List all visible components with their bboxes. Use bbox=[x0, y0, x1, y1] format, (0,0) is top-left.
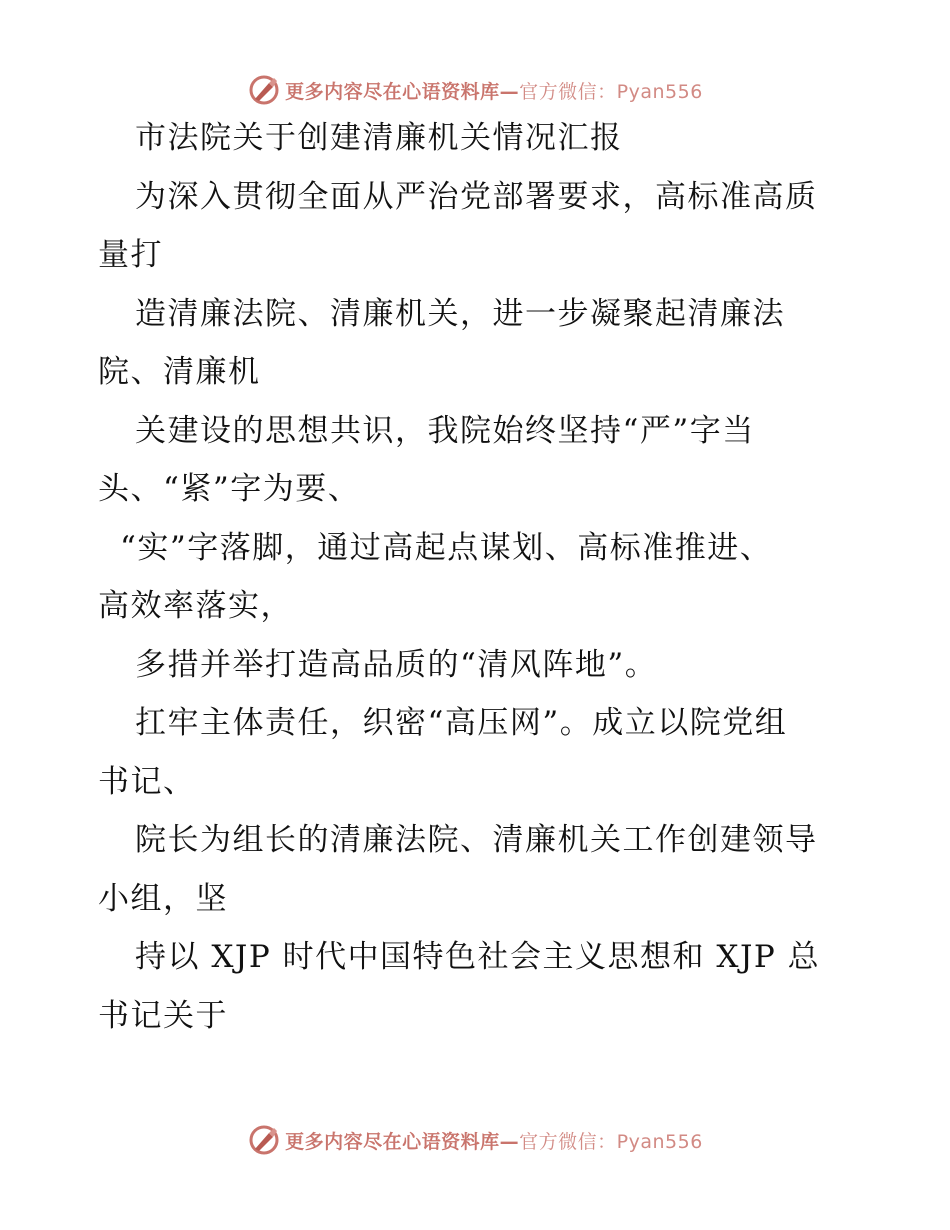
paragraph-line: 院长为组长的清廉法院、清廉机关工作创建领导 bbox=[135, 822, 818, 858]
footer-banner-dash: — bbox=[499, 1130, 520, 1153]
footer-banner-title: 更多内容尽在心语资料库 bbox=[285, 1130, 500, 1153]
header-banner-text bbox=[285, 77, 703, 104]
paragraph-line: 量打 bbox=[98, 237, 163, 273]
paragraph-line: 院、清廉机 bbox=[98, 354, 261, 390]
header-banner-title: 更多内容尽在心语资料库 bbox=[285, 80, 500, 103]
pen-nib-circle-icon bbox=[247, 73, 281, 107]
document-title: 市法院关于创建清廉机关情况汇报 bbox=[135, 120, 623, 156]
paragraph-line: “实”字落脚，通过高起点谋划、高标准推进、 bbox=[120, 529, 773, 566]
paragraph-line: 造清廉法院、清廉机关，进一步凝聚起清廉法 bbox=[135, 295, 785, 332]
paragraph-line: 高效率落实， bbox=[98, 588, 293, 624]
paragraph-line: 多措并举打造高品质的“清风阵地”。 bbox=[135, 646, 658, 683]
paragraph-line: 头、“紧”字为要、 bbox=[98, 471, 361, 507]
footer-banner-contact: 官方微信：Pyan556 bbox=[519, 1130, 703, 1153]
footer-banner bbox=[0, 1120, 950, 1160]
pen-nib-circle-icon bbox=[247, 1123, 281, 1157]
header-banner-dash: — bbox=[499, 80, 520, 103]
header-banner-contact: 官方微信：Pyan556 bbox=[519, 80, 703, 103]
paragraph-line: 为深入贯彻全面从严治党部署要求，高标准高质 bbox=[135, 178, 818, 215]
paragraph-line: 扛牢主体责任，织密“高压网”。成立以院党组 bbox=[135, 705, 788, 741]
header-banner bbox=[0, 70, 950, 110]
footer-banner-text bbox=[285, 1127, 703, 1154]
paragraph-line: 书记、 bbox=[98, 763, 196, 800]
paragraph-line: 书记关于 bbox=[98, 997, 228, 1034]
paragraph-line: 持以 XJP 时代中国特色社会主义思想和 XJP 总 bbox=[135, 939, 821, 975]
paragraph-line: 小组，坚 bbox=[98, 880, 228, 917]
document-body bbox=[98, 122, 858, 1058]
paragraph-line: 关建设的思想共识，我院始终坚持“严”字当 bbox=[135, 412, 755, 449]
